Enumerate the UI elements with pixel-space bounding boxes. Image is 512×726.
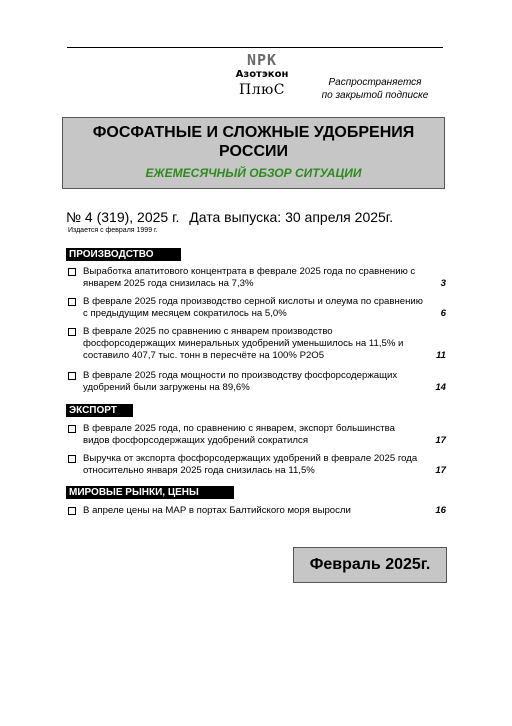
section-heading-production: ПРОИЗВОДСТВО [66, 248, 181, 261]
contents-item-text: В апреле цены на МАР в портах Балтийского моря выросли [83, 505, 351, 516]
checkbox-icon [68, 268, 76, 276]
release-date: Дата выпуска: 30 апреля 2025г. [189, 209, 394, 225]
page-number: 11 [436, 350, 446, 361]
section-heading-world-markets: МИРОВЫЕ РЫНКИ, ЦЕНЫ [66, 486, 234, 499]
contents-item[interactable] [68, 296, 448, 320]
subscription-line-1: Распространяется [328, 77, 422, 88]
contents-item-text: В феврале 2025 года мощности по производству фосфорсодержащих удобрений были загружены на 89,6% [83, 370, 398, 393]
subscription-note [312, 76, 438, 102]
document-title [63, 123, 444, 161]
logo-npk-text: NPK [246, 51, 278, 69]
title-line-1: ФОСФАТНЫЕ И СЛОЖНЫЕ УДОБРЕНИЯ [92, 124, 415, 141]
contents-item-text: В феврале 2025 по сравнению с январем производство фосфорсодержащих минеральных удобрений уменьшилось на 11,5% и составило 407,7 тыс. тонн в пересчёте на 100% P2O5 [83, 326, 404, 361]
checkbox-icon [68, 455, 76, 463]
checkbox-icon [68, 425, 76, 433]
checkbox-icon [68, 372, 76, 380]
contents-item[interactable] [68, 266, 448, 290]
contents-item-text: Выручка от экспорта фосфорсодержащих удобрений в феврале 2025 года относительно января 2025 года снизилась на 11,5% [83, 453, 418, 476]
checkbox-icon [68, 328, 76, 336]
contents-item-text: В феврале 2025 года производство серной кислоты и олеума по сравнению с предыдущим месяцем сократилось на 5,0% [83, 296, 423, 319]
checkbox-icon [68, 298, 76, 306]
contents-item[interactable] [68, 423, 448, 447]
logo-plus-text: ПлюС [238, 82, 285, 98]
contents-item[interactable] [68, 505, 448, 517]
logo-azotekon-text: Азотэкон [235, 69, 289, 80]
issue-line [66, 209, 399, 225]
checkbox-icon [68, 507, 76, 515]
issue-number: № 4 (319), 2025 г. [66, 209, 180, 225]
contents-item-text: В феврале 2025 года, по сравнению с январем, экспорт большинства видов фосфорсодержащих удобрений сократился [83, 423, 395, 446]
contents-item[interactable] [68, 453, 448, 477]
subscription-line-2: по закрытой подписке [321, 90, 429, 101]
page-number: 17 [435, 465, 446, 476]
contents-item[interactable] [68, 326, 448, 362]
contents-item-text: Выработка апатитового концентрата в феврале 2025 года по сравнению с январем 2025 года снизилась на 7,3% [83, 266, 416, 289]
title-line-2: РОССИИ [218, 143, 288, 160]
page-number: 14 [435, 382, 446, 393]
contents-item[interactable] [68, 370, 448, 394]
page-number: 17 [435, 435, 446, 446]
page-number: 3 [440, 278, 446, 289]
document-subtitle: ЕЖЕМЕСЯЧНЫЙ ОБЗОР СИТУАЦИИ [145, 166, 362, 180]
issue-month-label: Февраль 2025г. [293, 547, 447, 583]
top-rule [67, 47, 443, 48]
page-number: 16 [435, 505, 446, 516]
published-since: Издается с февраля 1999 г. [68, 227, 158, 234]
section-heading-export: ЭКСПОРТ [66, 404, 133, 417]
page-number: 6 [440, 308, 446, 319]
title-box [62, 117, 445, 189]
npk-logo [222, 52, 302, 114]
